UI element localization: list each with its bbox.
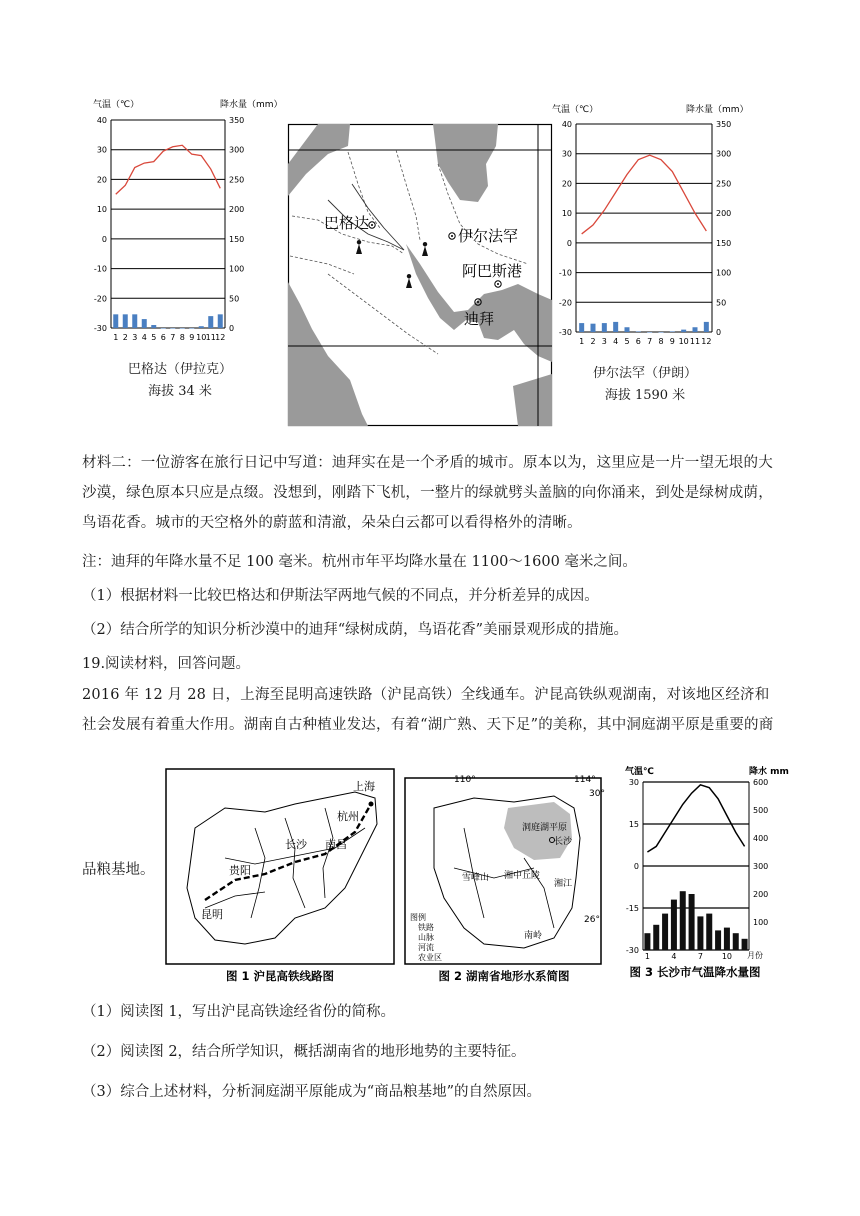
bg-month-tick: 9 [189,333,195,342]
bg-precip-bar [208,316,213,328]
bg-precip-tick: 50 [229,294,240,304]
bg-precip-tick: 200 [229,205,245,215]
question-18-1: （1）根据材料一比较巴格达和伊斯法罕两地气候的不同点，并分析差异的成因。 [82,588,599,604]
baghdad-temperature-line [116,145,221,194]
fig3-precip-bar [653,925,659,950]
if-precip-tick: 200 [716,209,732,219]
baghdad-temp-axis-label: 气温（℃） [93,100,140,110]
if-precip-tick: 350 [716,120,732,129]
bg-month-tick: 12 [215,333,226,342]
bg-month-tick: 8 [179,333,185,342]
if-temp-tick: 20 [561,179,572,189]
if-precip-bar [625,327,630,332]
isfahan-caption-2: 海拔 1590 米 [604,388,686,403]
fig3-precip-tick: 400 [753,834,769,843]
fig2-legend-title: 图例 [410,913,426,922]
bg-precip-bar [123,314,128,328]
if-temp-tick: -10 [558,268,572,278]
fig3-precip-bar [733,933,739,950]
if-precip-bar [636,331,641,332]
fig2-label-lat26: 26° [584,915,600,925]
if-month-tick: 1 [579,337,585,346]
fig3-temp-tick: 30 [628,778,639,787]
fig3-month-tick: 7 [697,952,703,961]
fig3-precip-bar [689,894,695,950]
fig3-temp-tick: -30 [625,946,639,955]
bg-precip-tick: 100 [229,264,245,274]
fig3-precip-tick: 100 [753,918,769,927]
bg-precip-tick: 150 [229,234,245,244]
if-month-tick: 2 [590,337,596,346]
map-label-dubai: 迪拜 [464,310,495,328]
isfahan-precip-axis-label: 降水量（mm） [686,105,749,115]
bg-month-tick: 6 [160,333,166,342]
question-19-2: （2）阅读图 2，结合所学知识，概括湖南省的地形地势的主要特征。 [82,1044,526,1060]
fig3-precip-tick: 200 [753,890,769,899]
fig3-temp-tick: 15 [628,820,639,829]
fig2-label-lon114: 114° [574,775,596,785]
bg-temp-tick: -10 [93,264,107,274]
fig2-label-xiangzhong: 湘中丘陵 [504,871,541,881]
fig3-precip-bar [706,914,712,950]
fig3-precip-tick: 500 [753,806,769,815]
fig3-precip-bar [644,933,650,950]
if-precip-bar [670,331,675,332]
bg-precip-bar [199,326,204,328]
bg-temp-tick: 40 [96,116,107,125]
if-month-tick: 8 [658,337,664,346]
fig3-month-label: 月份 [747,951,763,960]
bg-precip-tick: 0 [229,324,235,333]
fig3-temp-label: 气温℃ [625,767,654,777]
if-temp-tick: 0 [566,238,572,248]
fig1-label-guiyang: 贵阳 [229,864,251,877]
if-precip-bar [659,332,664,333]
if-temp-tick: -30 [558,328,572,337]
bg-precip-bar [161,328,166,329]
isfahan-climate-chart [548,95,748,355]
map-label-baghdad: 巴格达 [324,214,370,232]
middle-east-map [288,124,552,426]
fig3-precip-bar [724,928,730,950]
baghdad-precip-axis-label: 降水量（mm） [220,100,283,110]
fig3-temp-tick: -15 [625,904,639,913]
if-month-tick: 4 [613,337,619,346]
question-19-material-end: 品粮基地。 [82,862,155,878]
map-label-isfahan: 伊尔法罕 [458,227,519,245]
bg-precip-bar [189,328,194,329]
fig2-legend-rail: 铁路 [418,923,434,932]
bg-temp-tick: -20 [93,294,107,304]
bg-precip-bar [180,328,185,329]
isfahan-caption-1: 伊尔法罕（伊朗） [592,366,697,381]
fig3-month-tick: 4 [671,952,677,961]
fig2-legend-river: 河流 [418,943,434,952]
fig3-precip-bar [697,916,703,950]
fig3-temperature-line [647,785,744,852]
if-temp-tick: -20 [558,298,572,308]
question-19-1: （1）阅读图 1，写出沪昆高铁途经省份的简称。 [82,1004,396,1020]
fig2-legend-mountain: 山脉 [418,933,434,942]
if-temp-tick: 10 [561,209,572,219]
figure-3-caption: 图 3 长沙市气温降水量图 [629,965,761,979]
fig3-precip-bar [715,930,721,950]
if-precip-bar [579,323,584,332]
fig2-label-lat30: 30° [589,789,605,799]
if-month-tick: 10 [678,337,689,346]
bg-precip-bar [113,314,118,328]
map-label-bandar-abbas: 阿巴斯港 [462,262,523,280]
bg-precip-bar [142,319,147,328]
if-month-tick: 5 [624,337,630,346]
isfahan-temp-axis-label: 气温（℃） [552,105,599,115]
bg-month-tick: 5 [151,333,157,342]
if-month-tick: 7 [647,337,653,346]
if-month-tick: 9 [669,337,675,346]
figure-1-rail-map [165,768,395,986]
question-19-material: 2016 年 12 月 28 日，上海至昆明高速铁路（沪昆高铁）全线通车。沪昆高铁纵观湖南，对该地区经济和社会发展有着重大作用。湖南自古种植业发达，有着“湖广熟、天下足”的美称，其中洞庭湖平原是重要的商 [82,687,774,733]
isfahan-temperature-line [582,155,707,234]
note-line: 注：迪拜的年降水量不足 100 毫米。杭州市年平均降水量在 1100～1600 毫米之间。 [82,554,637,570]
fig2-legend-farm: 农业区 [418,953,442,962]
figure-2-hunan-map [404,768,614,986]
bg-month-tick: 4 [141,333,147,342]
bg-precip-tick: 300 [229,145,245,155]
baghdad-caption-2: 海拔 34 米 [148,384,212,399]
fig3-month-tick: 10 [721,952,733,961]
fig2-label-lon110: 110° [454,775,476,785]
if-precip-bar [591,324,596,332]
baghdad-climate-chart [85,95,283,355]
fig3-precip-label: 降水 mm [749,767,789,777]
figure-1-caption: 图 1 沪昆高铁线路图 [225,969,335,983]
if-precip-tick: 300 [716,149,732,159]
fig3-precip-bar [662,914,668,950]
fig3-precip-bar [680,891,686,950]
if-precip-tick: 100 [716,268,732,278]
bg-temp-tick: 20 [96,175,107,185]
bg-temp-tick: -30 [93,324,107,333]
bg-precip-tick: 350 [229,116,245,125]
fig3-precip-tick: 600 [753,778,769,787]
if-precip-bar [613,322,618,332]
fig1-label-kunming: 昆明 [201,908,223,921]
fig3-precip-bar [742,939,748,950]
if-month-tick: 6 [635,337,641,346]
question-19-title: 19.阅读材料，回答问题。 [82,656,251,672]
bg-month-tick: 10 [196,333,207,342]
fig1-label-nanchang: 南昌 [325,838,347,851]
bg-temp-tick: 10 [96,205,107,215]
fig3-precip-bar [671,900,677,950]
fig2-label-xiangjiang: 湘江 [554,879,573,889]
fig3-temp-tick: 0 [633,862,639,871]
bg-precip-bar [132,314,137,328]
if-precip-tick: 50 [716,298,727,308]
if-precip-bar [602,323,607,332]
if-month-tick: 12 [701,337,712,346]
if-precip-tick: 150 [716,238,732,248]
bg-precip-tick: 250 [229,175,245,185]
if-temp-tick: 30 [561,149,572,159]
bg-precip-bar [151,325,156,328]
fig1-label-changsha: 长沙 [285,838,307,851]
if-temp-tick: 40 [561,120,572,129]
fig3-precip-tick: 300 [753,862,769,871]
bg-temp-tick: 0 [101,234,107,244]
question-19-3: （3）综合上述材料，分析洞庭湖平原能成为“商品粮基地”的自然原因。 [82,1084,542,1100]
if-precip-bar [647,332,652,333]
if-precip-tick: 250 [716,179,732,189]
bg-month-tick: 7 [170,333,176,342]
bg-month-tick: 2 [122,333,128,342]
bg-month-tick: 1 [113,333,119,342]
fig2-label-xuefeng: 雪峰山 [462,873,490,883]
figure-2-caption: 图 2 湖南省地形水系简图 [438,969,570,983]
fig1-label-hangzhou: 杭州 [337,810,359,823]
if-month-tick: 3 [601,337,607,346]
bg-precip-bar [218,314,223,328]
if-precip-tick: 0 [716,328,722,337]
if-month-tick: 11 [689,337,701,346]
fig2-label-dongting: 洞庭湖平原 [522,823,568,833]
bg-precip-bar [170,328,175,329]
material-two-paragraph: 材料二：一位游客在旅行日记中写道：迪拜实在是一个矛盾的城市。原本以为，这里应是一片一望无垠的大沙漠，绿色原本只应是点缀。没想到，刚踏下飞机，一整片的绿就劈头盖脑的向你涌来，到处是绿树成荫，鸟语花香。城市的天空格外的蔚蓝和清澈，朵朵白云都可以看得格外的清晰。 [82,455,773,531]
if-precip-bar [681,330,686,332]
if-precip-bar [704,322,709,332]
fig3-month-tick: 1 [644,952,650,961]
bg-month-tick: 11 [205,333,216,342]
baghdad-caption-1: 巴格达（伊拉克） [127,362,232,377]
bg-temp-tick: 30 [96,145,107,155]
fig2-label-changsha: 长沙 [554,837,573,847]
if-precip-bar [693,327,698,332]
bg-month-tick: 3 [132,333,138,342]
fig2-label-nanling: 南岭 [524,931,543,941]
question-18-2: （2）结合所学的知识分析沙漠中的迪拜“绿树成荫，鸟语花香”美丽景观形成的措施。 [82,622,629,638]
figure-3-changsha-climate-chart [615,760,789,986]
fig1-label-shanghai: 上海 [353,780,375,793]
